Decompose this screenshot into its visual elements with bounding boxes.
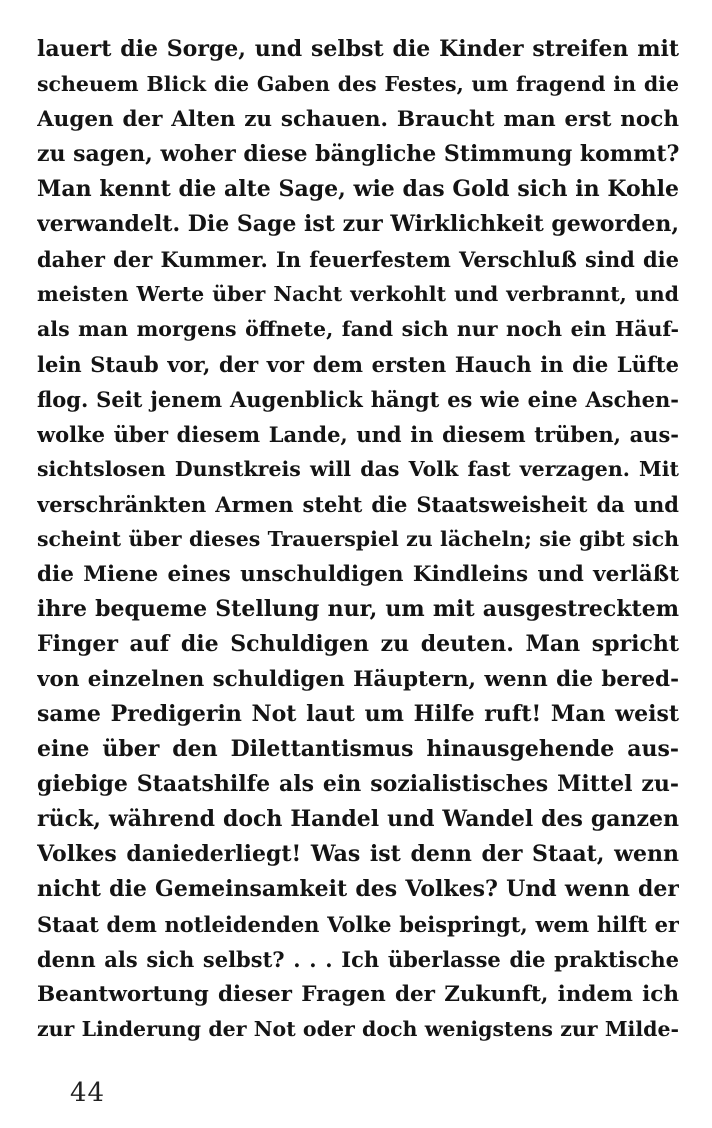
text-line: die Miene eines unschuldigen Kindleins und verläßt: [37, 562, 679, 587]
text-line: scheuem Blick die Gaben des Festes, um fragend in die: [37, 72, 679, 96]
text-line: scheint über dieses Trauerspiel zu lächeln; sie gibt sich: [37, 527, 679, 551]
text-line: meisten Werte über Nacht verkohlt und verbrannt, und: [37, 282, 679, 306]
body-text: [37, 32, 679, 1047]
text-line: eine über den Dilettantismus hinausgehende aus-: [37, 736, 679, 762]
text-line: Staat dem notleidenden Volke beispringt, wem hilft er: [37, 912, 679, 937]
text-line: Augen der Alten zu schauen. Braucht man erst noch: [37, 107, 679, 132]
text-line: same Predigerin Not laut um Hilfe ruft! Man weist: [37, 701, 679, 727]
text-line: flog. Seit jenem Augenblick hängt es wie eine Aschen-: [37, 387, 679, 412]
page-number: 44: [70, 1078, 106, 1108]
text-line: Beantwortung dieser Fragen der Zukunft, indem ich: [37, 982, 679, 1007]
text-line: rück, während doch Handel und Wandel des ganzen: [37, 806, 679, 832]
text-line: Volkes daniederliegt! Was ist denn der Staat, wenn: [37, 841, 679, 867]
text-line: lein Staub vor, der vor dem ersten Hauch in die Lüfte: [37, 352, 679, 377]
text-line: von einzelnen schuldigen Häuptern, wenn die bered-: [37, 667, 679, 692]
text-line: zur Linderung der Not oder doch wenigstens zur Milde-: [37, 1017, 679, 1041]
text-line: ihre bequeme Stellung nur, um mit ausgestrecktem: [37, 596, 679, 622]
text-line: verschränkten Armen steht die Staatsweisheit da und: [37, 492, 679, 517]
text-line: daher der Kummer. In feuerfestem Verschluß sind die: [37, 247, 679, 272]
text-line: verwandelt. Die Sage ist zur Wirklichkeit geworden,: [37, 211, 679, 237]
text-line: nicht die Gemeinsamkeit des Volkes? Und wenn der: [37, 876, 679, 902]
text-line: als man morgens öffnete, fand sich nur noch ein Häuf-: [37, 317, 679, 341]
text-line: Finger auf die Schuldigen zu deuten. Man spricht: [37, 631, 679, 657]
text-line: giebige Staatshilfe als ein sozialistisches Mittel zu-: [37, 771, 679, 797]
text-line: lauert die Sorge, und selbst die Kinder streifen mit: [37, 36, 679, 62]
text-line: sichtslosen Dunstkreis will das Volk fast verzagen. Mit: [37, 457, 679, 481]
text-line: zu sagen, woher diese bängliche Stimmung kommt?: [37, 141, 679, 167]
text-line: wolke über diesem Lande, und in diesem trüben, aus-: [37, 422, 679, 447]
text-line: denn als sich selbst? . . . Ich überlasse die praktische: [37, 947, 679, 972]
text-line: Man kennt die alte Sage, wie das Gold sich in Kohle: [37, 176, 679, 202]
